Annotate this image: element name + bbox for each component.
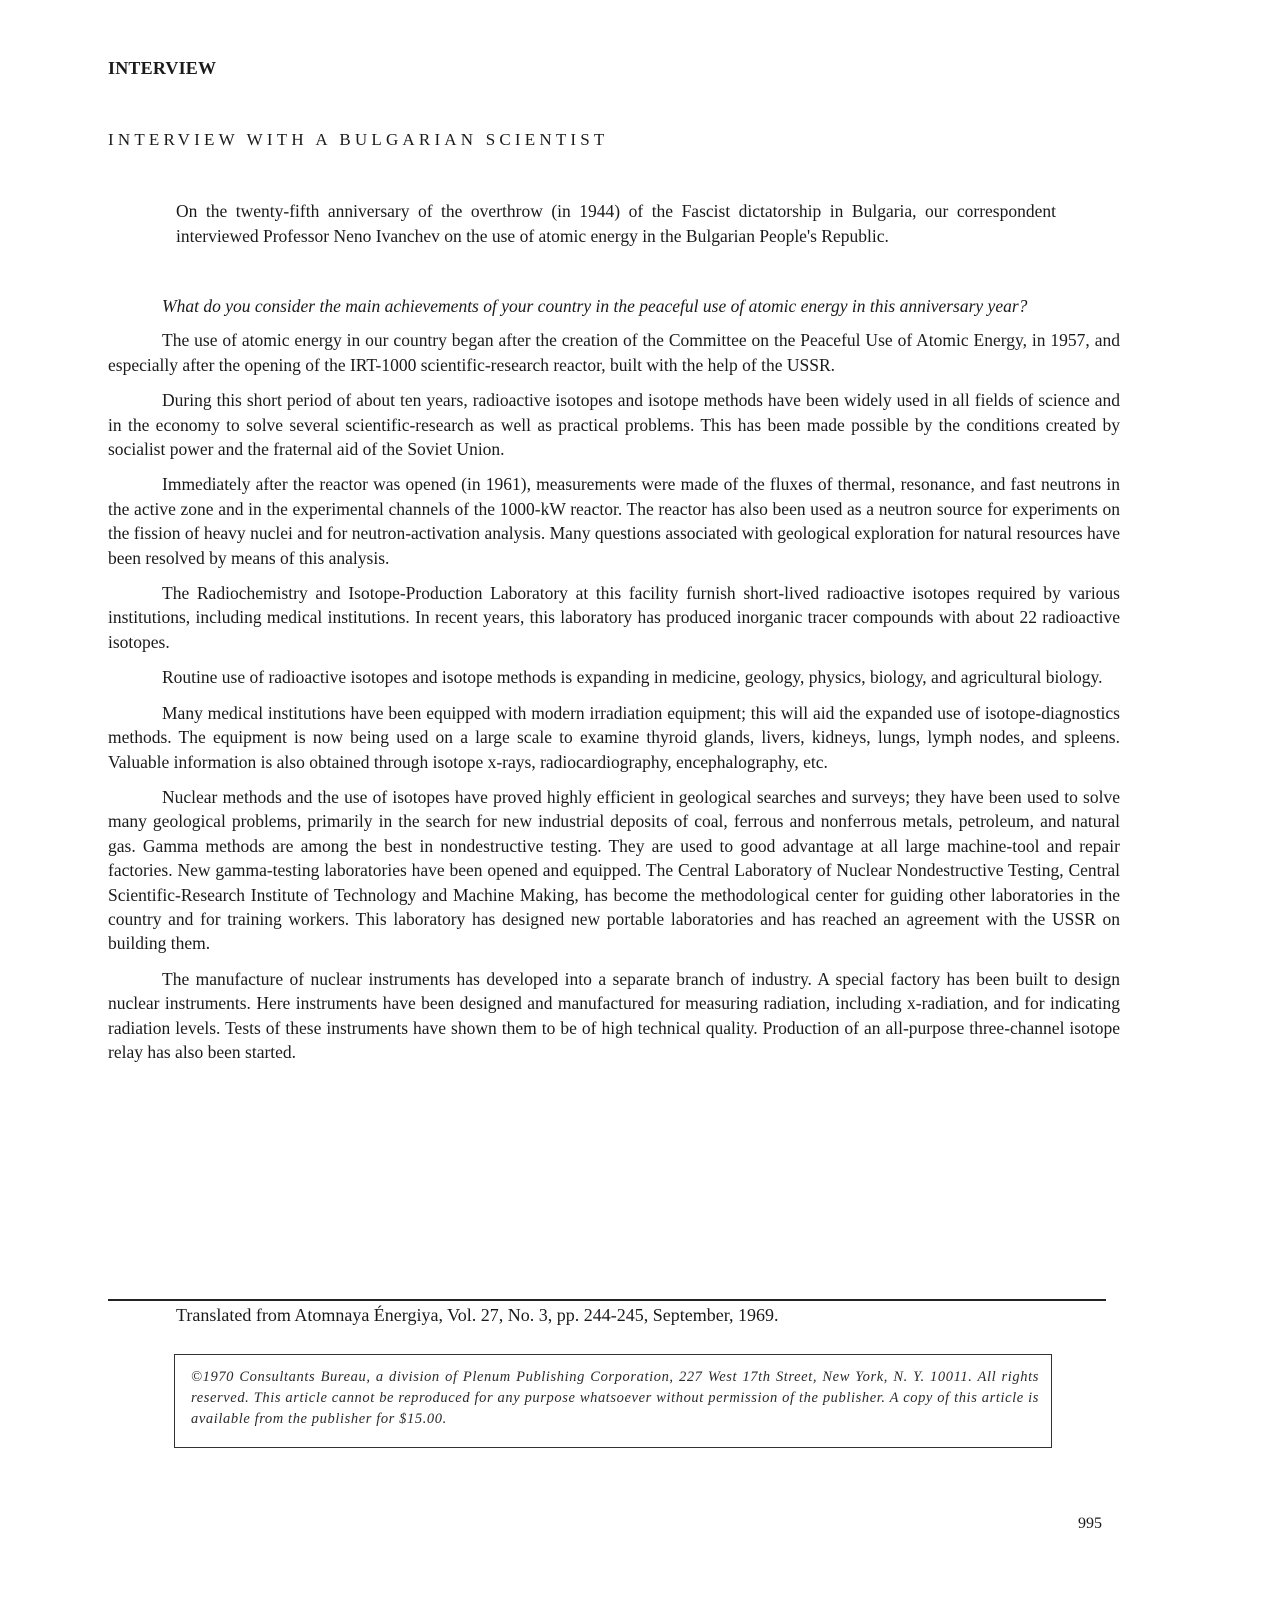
article-abstract: On the twenty-fifth anniversary of the overthrow (in 1944) of the Fascist dictatorship in Bulgaria, our correspondent interviewed Professor Neno Ivanchev on the use of atomic energy in the Bulgarian People's Republic. — [176, 201, 1056, 246]
body-paragraph: Nuclear methods and the use of isotopes have proved highly efficient in geological searches and surveys; they have been used to solve many geological problems, primarily in the search for new industrial deposits of coal, ferrous and nonferrous metals, petroleum, and natural gas. Gamma methods are among the best in nondestructive testing. They are used to good advantage at all large machine-tool and repair factories. New gamma-testing laboratories have been opened and equipped. The Central Laboratory of Nuclear Nondestructive Testing, Central Scientific-Research Institute of Technology and Machine Making, has become the methodological center for guiding other laboratories in the country and for training workers. This laboratory has designed new portable laboratories and has reached an agreement with the USSR on building them. — [108, 786, 1120, 954]
interview-question: What do you consider the main achievements of your country in the peaceful use of atomic energy in this anniversary year? — [162, 296, 1028, 316]
body-paragraph: The use of atomic energy in our country began after the creation of the Committee on the Peaceful Use of Atomic Energy, in 1957, and especially after the opening of the IRT-1000 scientific-research reactor, built with the help of the USSR. — [108, 330, 1120, 375]
body-paragraph: The manufacture of nuclear instruments has developed into a separate branch of industry. A special factory has been built to design nuclear instruments. Here instruments have been designed and manufactured for measuring radiation, including x-radiation, and for indicating radiation levels. Tests of these instruments have shown them to be of high technical quality. Production of an all-purpose three-channel isotope relay has also been started. — [108, 968, 1120, 1062]
body-paragraph: During this short period of about ten years, radioactive isotopes and isotope methods have been widely used in all fields of science and in the economy to solve several scientific-research as well as practical problems. This has been made possible by the conditions created by socialist power and the fraternal aid of the Soviet Union. — [108, 390, 1120, 460]
translation-note: Translated from Atomnaya Énergiya, Vol. 27, No. 3, pp. 244-245, September, 1969. — [176, 1305, 779, 1325]
article-body — [108, 294, 1120, 1075]
section-label: INTERVIEW — [108, 58, 217, 78]
article-title: INTERVIEW WITH A BULGARIAN SCIENTIST — [108, 130, 609, 149]
body-paragraph: Routine use of radioactive isotopes and isotope methods is expanding in medicine, geology, physics, biology, and agricultural biology. — [162, 667, 1103, 688]
page-number: 995 — [1078, 1515, 1102, 1532]
body-paragraph: The Radiochemistry and Isotope-Production Laboratory at this facility furnish short-lived radioactive isotopes required by various institutions, including medical institutions. In recent years, this laboratory has produced inorganic tracer compounds with about 22 radioactive isotopes. — [108, 583, 1120, 652]
copyright-notice: ©1970 Consultants Bureau, a division of Plenum Publishing Corporation, 227 West 17th Street, New York, N. Y. 10011. All rights reserved. This article cannot be reproduced for any purpose whatsoever without permission of the publisher. A copy of this article is available from the publisher for $15.00. — [174, 1354, 1052, 1448]
footnote-divider — [108, 1299, 1106, 1301]
body-paragraph: Immediately after the reactor was opened (in 1961), measurements were made of the fluxes of thermal, resonance, and fast neutrons in the active zone and in the experimental channels of the 1000-kW reactor. The reactor has also been used as a neutron source for experiments on the fission of heavy nuclei and for neutron-activation analysis. Many questions associated with geological exploration for natural resources have been resolved by means of this analysis. — [108, 474, 1120, 568]
body-paragraph: Many medical institutions have been equipped with modern irradiation equipment; this will aid the expanded use of isotope-diagnostics methods. The equipment is now being used on a large scale to examine thyroid glands, livers, kidneys, lungs, lymph nodes, and spleens. Valuable information is also obtained through isotope x-rays, radiocardiography, encephalography, etc. — [108, 702, 1120, 772]
